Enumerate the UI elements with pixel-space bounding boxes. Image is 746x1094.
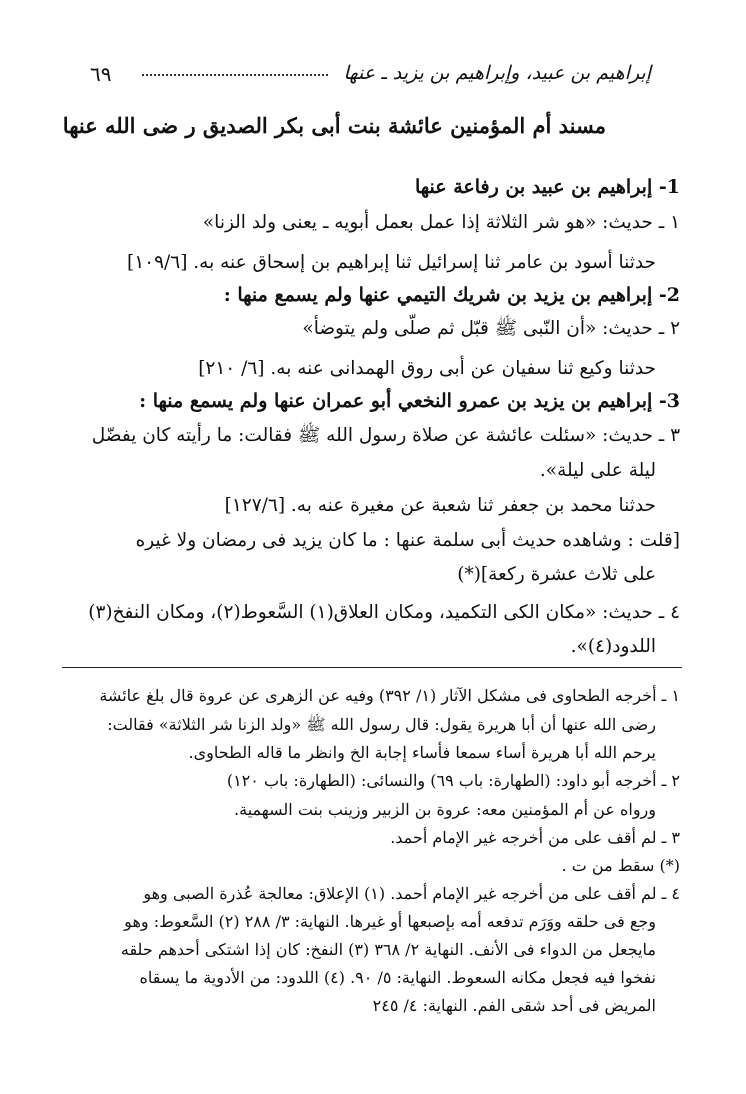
section-heading-3: 3- إبراهيم بن يزيد بن عمرو النخعي أبو عمران عنها ولم يسمع منها : [139,390,680,412]
running-header: إبراهيم بن عبيد، وإبراهيم بن يزيد ـ عنها [343,62,651,84]
hadith-1-isnad: حدثنا أسود بن عامر ثنا إسرائيل ثنا إبراهيم بن إسحاق عنه به. [١٠٩/٦] [126,252,656,273]
hadith-1-text: ١ ـ حديث: «هو شر الثلاثة إذا عمل بعمل أبويه ـ يعنى ولد الزنا» [202,212,680,233]
footnote-1: ١ ـ أخرجه الطحاوى فى مشكل الآثار (١/ ٣٩٢) وفيه عن الزهرى عن عروة قال بلغ عائشة [99,686,680,705]
hadith-2-isnad: حدثنا وكيع ثنا سفيان عن أبى روق الهمدانى عنه به. [٦/ ٢١٠] [198,358,656,379]
page-number: ٦٩ [90,62,112,86]
section-heading-1: 1- إبراهيم بن عبيد بن رفاعة عنها [414,176,680,198]
header-dotted-leader [142,74,328,76]
footnote-3: ٣ ـ لم أقف على من أخرجه غير الإمام أحمد. [390,828,680,847]
editor-note-cont: على ثلاث عشرة ركعة](*) [457,564,656,585]
footnote-separator [62,667,682,668]
hadith-3-text: ٣ ـ حديث: «سئلت عائشة عن صلاة رسول الله ﷺ فقالت: ما رأيته كان يفضّل [91,425,680,446]
section-heading-2: 2- إبراهيم بن يزيد بن شريك التيمي عنها ولم يسمع منها : [223,284,680,306]
footnote-4: ٤ ـ لم أقف على من أخرجه غير الإمام أحمد. (١) الإعلاق: معالجة عُذرة الصبى وهو [143,884,680,903]
hadith-4-text-cont: اللدود(٤)». [570,636,656,657]
footnote-1-cont: يرحم الله أبا هريرة أساء سمعا فأساء إجابة الخ وانظر ما قاله الطحاوى. [188,743,656,762]
hadith-4-text: ٤ ـ حديث: «مكان الكى التكميد، ومكان العلاق(١) السَّعوط(٢)، ومكان النفخ(٣) [88,602,680,623]
editor-note: [قلت : وشاهده حديث أبى سلمة عنها : ما كان يزيد فى رمضان ولا غيره [135,530,680,551]
page-title: مسند أم المؤمنين عائشة بنت أبى بكر الصديق ر ضى الله عنها [62,113,606,138]
footnote-4-cont: وجع فى حلقه ووَرَم تدفعه أمه بإصبعها أو غيرها. النهاية: ٣/ ٢٨٨ (٢) السَّعوط: وهو [124,912,656,931]
hadith-3-isnad: حدثنا محمد بن جعفر ثنا شعبة عن مغيرة عنه به. [١٢٧/٦] [224,495,656,516]
footnote-4-cont: المريض فى أحد شقى الفم. النهاية: ٤/ ٢٤٥ [372,996,656,1015]
footnote-2-cont: ورواه عن أم المؤمنين معه: عروة بن الزبير وزينب بنت السهمية. [234,800,656,819]
footnote-4-cont: نفخوا فيه فجعل مكانه السعوط. النهاية: ٥/ ٩٠. (٤) اللدود: من الأدوية ما يسقاه [139,968,656,987]
hadith-3-text-cont: ليلة على ليلة». [539,460,656,481]
footnote-2: ٢ ـ أخرجه أبو داود: (الطهارة: باب ٦٩) والنسائى: (الطهارة: باب ١٢٠) [226,771,680,790]
footnote-star: (*) سقط من ت . [561,856,680,875]
footnote-1-cont: رضى الله عنها أن أبا هريرة يقول: قال رسول الله ﷺ «ولد الزنا شر الثلاثة» فقالت: [107,715,656,734]
footnote-4-cont: مايجعل من الدواء فى الأنف. النهاية ٢/ ٣٦٨ (٣) النفخ: كان إذا اشتكى أحدهم حلقه [120,940,656,959]
hadith-2-text: ٢ ـ حديث: «أن النّبى ﷺ قبّل ثم صلّى ولم يتوضأ» [302,318,680,339]
